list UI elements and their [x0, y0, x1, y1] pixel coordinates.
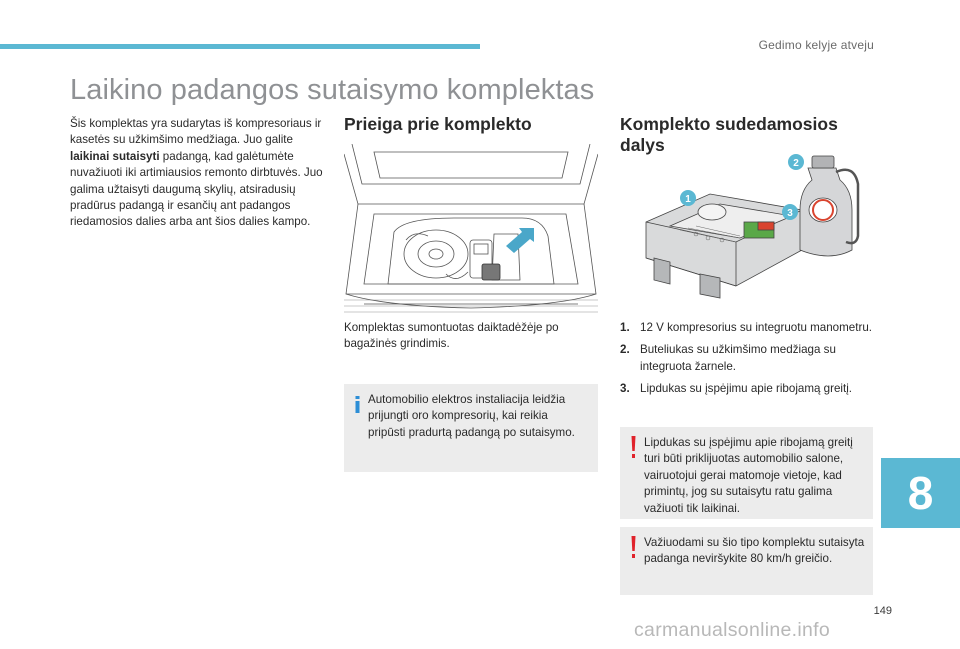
- intro-text-2: padangą, kad galėtumėte nuvažiuoti iki artimiausios remonto dirbtuvės. Juo galima užtaisyti daugumą skylių, atsiradusių pradūrus padangą ir esančių ant padangos riedamosios dalies arba ant šios dalies kampo.: [70, 149, 323, 229]
- access-description: Komplektas sumontuotas daiktadėžėje po bagažinės grindimis.: [344, 321, 559, 351]
- trunk-floor-illustration: [344, 144, 598, 314]
- list-item-number: 2.: [620, 343, 630, 357]
- parts-list: [620, 320, 876, 404]
- list-item: [620, 342, 876, 375]
- callout-1: 1: [685, 194, 691, 205]
- list-item-text: Buteliukas su užkimšimo medžiaga su integruota žarnele.: [640, 343, 836, 373]
- intro-paragraph: [70, 116, 334, 231]
- page-number: 149: [873, 605, 892, 617]
- chapter-number-tab: 8: [881, 458, 960, 528]
- list-item-text: Lipdukas su įspėjimu apie ribojamą greitį.: [640, 382, 853, 396]
- repair-kit-illustration: [640, 150, 862, 300]
- warning-icon: [631, 536, 636, 558]
- info-note: [344, 384, 598, 472]
- callout-2: 2: [793, 158, 799, 169]
- warning-note-sticker: [620, 427, 873, 519]
- warning-note-text: Važiuodami su šio tipo komplektu sutaisyta padanga neviršykite 80 km/h greičio.: [644, 536, 865, 566]
- warning-icon: [631, 436, 636, 458]
- parts-heading: Komplekto sudedamosios dalys: [620, 114, 838, 155]
- chapter-title: Gedimo kelyje atveju: [758, 38, 874, 52]
- info-note-text: Automobilio elektros instaliacija leidžia prijungti oro kompresorių, kai reikia pripūsti pradurtą padangą po sutaisymo.: [368, 393, 575, 439]
- warning-note-text: Lipdukas su įspėjimu apie ribojamą greitį turi būti priklijuotas automobilio salone, vairuotojui gerai matomoje vietoje, kad primintų, jog su sutaisytu ratu galima važiuoti tik laikinai.: [644, 436, 853, 515]
- access-heading: Prieiga prie komplekto: [344, 114, 532, 134]
- top-accent-bar: [0, 44, 480, 49]
- list-item-number: 3.: [620, 382, 630, 396]
- callout-3: 3: [787, 208, 793, 219]
- watermark: carmanualsonline.info: [634, 619, 830, 641]
- list-item-text: 12 V kompresorius su integruotu manometru.: [640, 321, 872, 334]
- list-item: [620, 320, 876, 336]
- list-item-number: 1.: [620, 321, 630, 334]
- info-icon: [355, 396, 360, 413]
- warning-note-speed: [620, 527, 873, 595]
- list-item: [620, 381, 876, 397]
- page-title: Laikino padangos sutaisymo komplektas: [70, 74, 595, 106]
- intro-bold-text: laikinai sutaisyti: [70, 149, 160, 163]
- intro-text-1: Šis komplektas yra sudarytas iš kompresoriaus ir kasetės su užkimšimo medžiaga. Juo galite: [70, 117, 322, 147]
